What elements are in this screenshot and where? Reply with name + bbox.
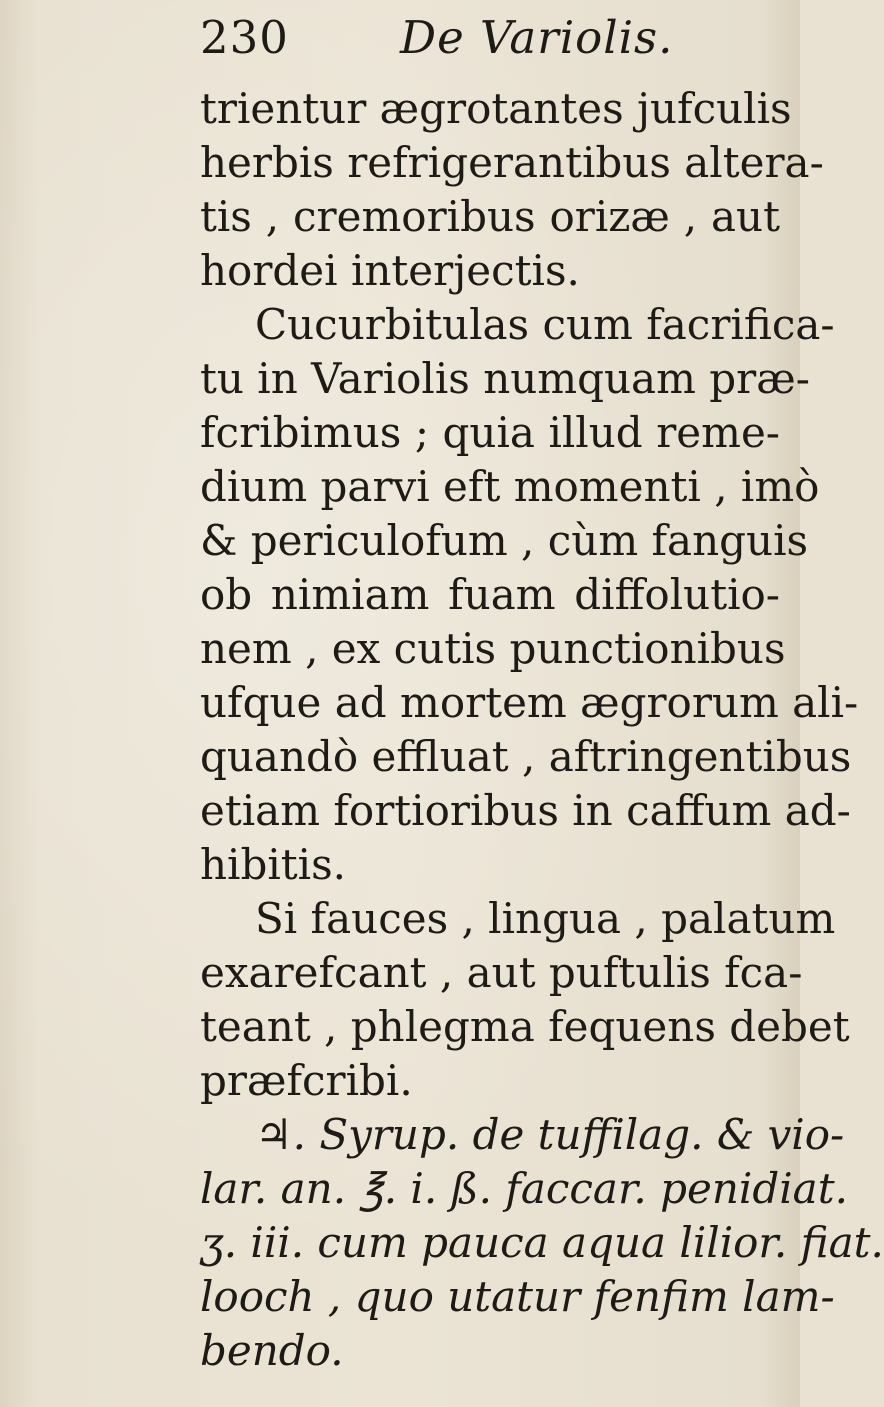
page-header	[200, 8, 780, 68]
text-line: & periculofum , cùm fanguis	[200, 516, 809, 565]
prescription-line: looch , quo utatur fenfim lam-	[200, 1272, 835, 1321]
paragraph-start-line: Si fauces , lingua , palatum	[255, 894, 836, 943]
paragraph-start-line: Cucurbitulas cum facrifica-	[255, 300, 835, 349]
body-text	[200, 82, 884, 1378]
prescription-line: ʒ. iii. cum pauca aqua lilior. fiat.	[200, 1218, 884, 1267]
text-line: quandò effluat , aftringentibus	[200, 732, 852, 781]
text-line: nem , ex cutis punctionibus	[200, 624, 786, 673]
prescription-line: bendo.	[200, 1326, 344, 1375]
text-line: ob nimiam fuam diffolutio-	[200, 570, 780, 619]
prescription-line: lar. an. ℥. i. ß. faccar. penidiat.	[200, 1164, 848, 1213]
text-line: hordei interjectis.	[200, 246, 580, 295]
text-line: præfcribi.	[200, 1056, 413, 1105]
text-line: herbis refrigerantibus altera-	[200, 138, 824, 187]
text-line: teant , phlegma fequens debet	[200, 1002, 850, 1051]
text-line: fcribimus ; quia illud reme-	[200, 408, 780, 457]
text-line: dium parvi eft momenti , imò	[200, 462, 820, 511]
text-line: etiam fortioribus in caffum ad-	[200, 786, 851, 835]
prescription-start-line: ♃. Syrup. de tuffilag. & vio-	[255, 1110, 845, 1159]
text-line: tu in Variolis numquam præ-	[200, 354, 810, 403]
text-line: exarefcant , aut puftulis fca-	[200, 948, 803, 997]
text-line: trientur ægrotantes jufculis	[200, 84, 792, 133]
text-line: tis , cremoribus orizæ , aut	[200, 192, 780, 241]
text-line: hibitis.	[200, 840, 347, 889]
text-line: ufque ad mortem ægrorum ali-	[200, 678, 859, 727]
page-number: 230	[200, 11, 289, 64]
running-title: De Variolis.	[400, 11, 674, 64]
